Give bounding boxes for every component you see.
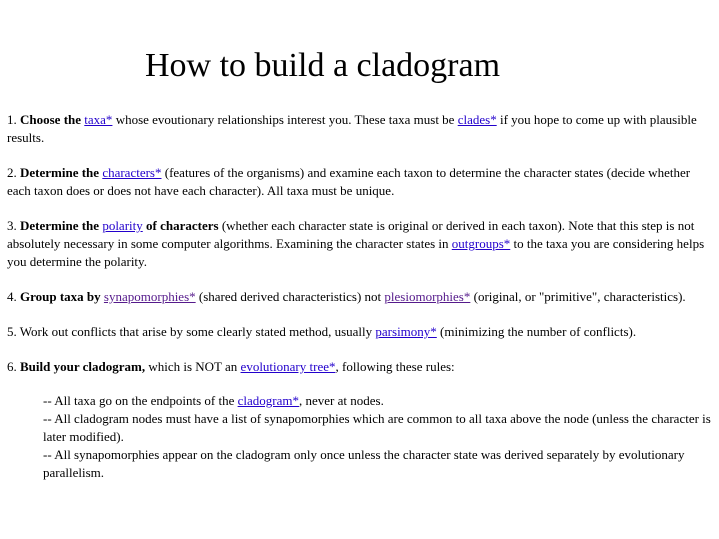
rules-list	[43, 392, 713, 482]
link-characters[interactable]: characters*	[102, 165, 162, 180]
step-number: 6.	[7, 359, 17, 374]
step-number: 3.	[7, 218, 17, 233]
rule-item	[43, 392, 713, 410]
instructions	[7, 111, 713, 482]
step-text: which is NOT an	[148, 359, 238, 374]
link-cladogram[interactable]: cladogram*	[237, 393, 299, 408]
link-taxa[interactable]: taxa*	[84, 112, 113, 127]
link-parsimony[interactable]: parsimony*	[375, 324, 437, 339]
step-2	[7, 164, 713, 200]
step-6	[7, 358, 713, 376]
step-heading: Determine the	[20, 218, 100, 233]
rule-text: -- All cladogram nodes must have a list of synapomorphies which are common to all taxa above the node (unless the character is later modified).	[43, 411, 711, 444]
rule-text: -- All synapomorphies appear on the cladogram only once unless the character state was derived separately by evolutionary parallelism.	[43, 447, 685, 480]
step-number: 2.	[7, 165, 17, 180]
step-heading-cont: of characters	[146, 218, 219, 233]
step-text: whose evoutionary relationships interest you. These taxa must be	[115, 112, 455, 127]
step-heading: Choose the	[20, 112, 82, 127]
step-text: to the taxa you are considering helps you determine the polarity.	[7, 236, 705, 269]
rule-item	[43, 446, 713, 482]
step-text: if you hope to come up with plausible results.	[7, 112, 697, 145]
rule-text: -- All taxa go on the endpoints of the	[43, 393, 235, 408]
link-plesiomorphies[interactable]: plesiomorphies*	[384, 289, 471, 304]
link-clades[interactable]: clades*	[457, 112, 497, 127]
step-text: , following these rules:	[335, 359, 455, 374]
step-5	[7, 323, 713, 341]
step-3	[7, 217, 713, 271]
link-outgroups[interactable]: outgroups*	[451, 236, 511, 251]
step-1	[7, 111, 713, 147]
link-polarity[interactable]: polarity	[102, 218, 143, 233]
step-text: (minimizing the number of conflicts).	[440, 324, 637, 339]
page-title: How to build a cladogram	[145, 47, 501, 84]
link-synapomorphies[interactable]: synapomorphies*	[103, 289, 196, 304]
step-text: Work out conflicts that arise by some clearly stated method, usually	[19, 324, 373, 339]
rule-item	[43, 410, 713, 446]
step-number: 1.	[7, 112, 17, 127]
step-text: (whether each character state is original or derived in each taxon). Note that this step is not absolutely necessary in some computer algorithms. Examining the character states in	[7, 218, 695, 251]
step-number: 4.	[7, 289, 17, 304]
rule-text: , never at nodes.	[298, 393, 384, 408]
step-heading: Determine the	[20, 165, 100, 180]
step-number: 5.	[7, 324, 17, 339]
step-heading: Group taxa by	[20, 289, 101, 304]
step-4	[7, 288, 713, 306]
step-text: (shared derived characteristics) not	[198, 289, 382, 304]
step-heading: Build your cladogram,	[20, 359, 146, 374]
link-evolutionary-tree[interactable]: evolutionary tree*	[240, 359, 336, 374]
step-text: (features of the organisms) and examine each taxon to determine the character states (decide whether each taxon does or does not have each character). All taxa must be unique.	[7, 165, 691, 198]
step-text: (original, or "primitive", characteristics).	[473, 289, 686, 304]
